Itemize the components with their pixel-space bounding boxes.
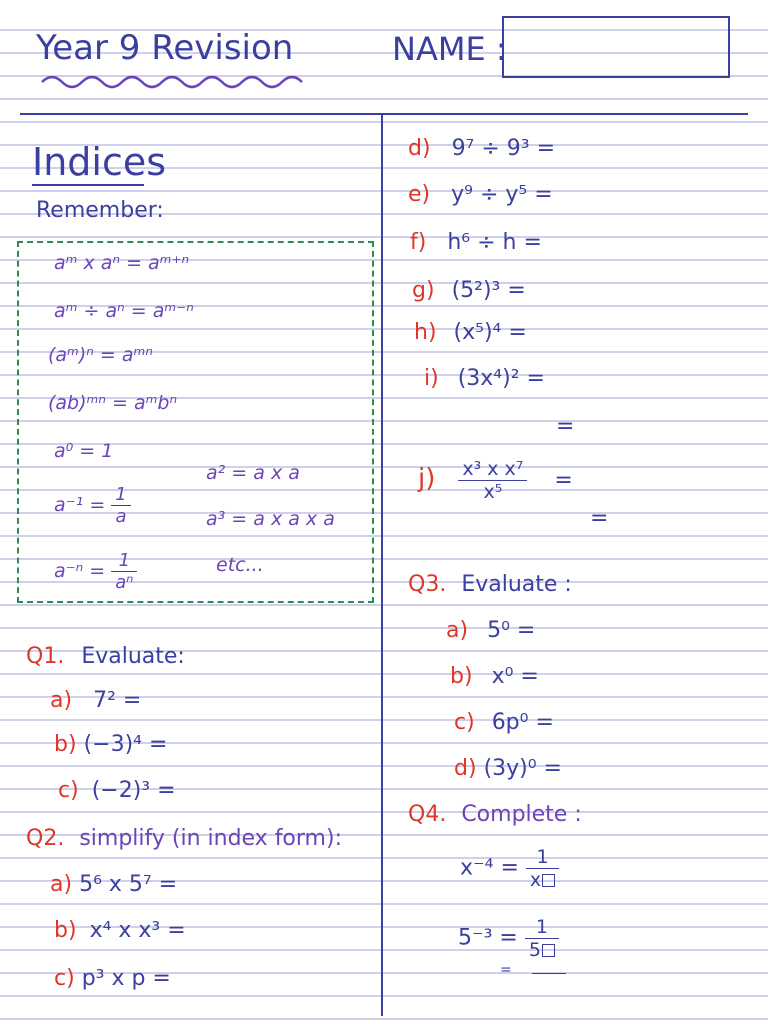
rules-box	[17, 241, 374, 603]
q1-item-b: b) (−3)⁴ =	[54, 732, 168, 757]
section-title-underline	[32, 184, 144, 186]
title-squiggle-underline	[40, 72, 310, 92]
q2-heading: Q2. simplify (in index form):	[26, 826, 342, 851]
q2-item-c: c) p³ x p =	[54, 966, 171, 991]
rule-multiply: aᵐ x aⁿ = aᵐ⁺ⁿ	[54, 252, 190, 274]
q1-item-c: c) (−2)³ =	[58, 778, 176, 803]
q2-item-d: d) 9⁷ ÷ 9³ =	[408, 136, 556, 161]
rule-square: a² = a x a	[206, 462, 300, 484]
q3-heading: Q3. Evaluate :	[408, 572, 572, 597]
q2-item-e: e) y⁹ ÷ y⁵ =	[408, 182, 553, 207]
q2-item-b: b) x⁴ x x³ =	[54, 918, 186, 943]
rule-negative-n: a⁻ⁿ = $\frac{1}{\text{aⁿ}}$	[54, 550, 137, 593]
q2-item-i: i) (3x⁴)² =	[424, 366, 545, 391]
q2-item-j-continued: =	[590, 506, 609, 531]
answer-blank[interactable]	[532, 973, 566, 974]
rule-product-power: (ab)ᵐⁿ = aᵐbⁿ	[48, 392, 178, 414]
name-field[interactable]	[502, 16, 730, 78]
q4-item-3: =	[500, 962, 566, 978]
rule-etc: etc...	[216, 554, 264, 576]
answer-box[interactable]	[542, 944, 555, 957]
q4-heading: Q4. Complete :	[408, 802, 582, 827]
rule-cube: a³ = a x a x a	[206, 508, 335, 530]
q4-item-1: x⁻⁴ = $\frac{1}{x}$	[460, 846, 559, 891]
section-title: Indices	[32, 140, 167, 184]
name-label: NAME :	[392, 30, 507, 68]
rule-negative-one: a⁻¹ = $\frac{1}{a}$	[54, 484, 131, 527]
answer-box[interactable]	[542, 874, 555, 887]
q2-item-i-continued: =	[556, 414, 575, 439]
q3-item-b: b) x⁰ =	[450, 664, 539, 689]
q1-heading: Q1. Evaluate:	[26, 644, 185, 669]
q3-item-c: c) 6p⁰ =	[454, 710, 554, 735]
rule-power-of-power: (aᵐ)ⁿ = aᵐⁿ	[48, 344, 153, 366]
q2-item-j: j) $\frac{\text{x³ x x⁷}}{\text{x⁵}}$ =	[418, 458, 573, 503]
q4-item-2: 5⁻³ = $\frac{1}{5}$	[458, 916, 559, 961]
remember-label: Remember:	[36, 198, 164, 223]
q3-item-a: a) 5⁰ =	[446, 618, 536, 643]
rule-zero-power: a⁰ = 1	[54, 440, 114, 462]
q1-item-a: a) 7² =	[50, 688, 142, 713]
q2-item-f: f) h⁶ ÷ h =	[410, 230, 542, 255]
q2-item-h: h) (x⁵)⁴ =	[414, 320, 527, 345]
q2-item-a: a) 5⁶ x 5⁷ =	[50, 872, 178, 897]
worksheet-title: Year 9 Revision	[36, 28, 294, 68]
q3-item-d: d) (3y)⁰ =	[454, 756, 562, 781]
q2-item-g: g) (5²)³ =	[412, 278, 526, 303]
rule-divide: aᵐ ÷ aⁿ = aᵐ⁻ⁿ	[54, 300, 194, 322]
